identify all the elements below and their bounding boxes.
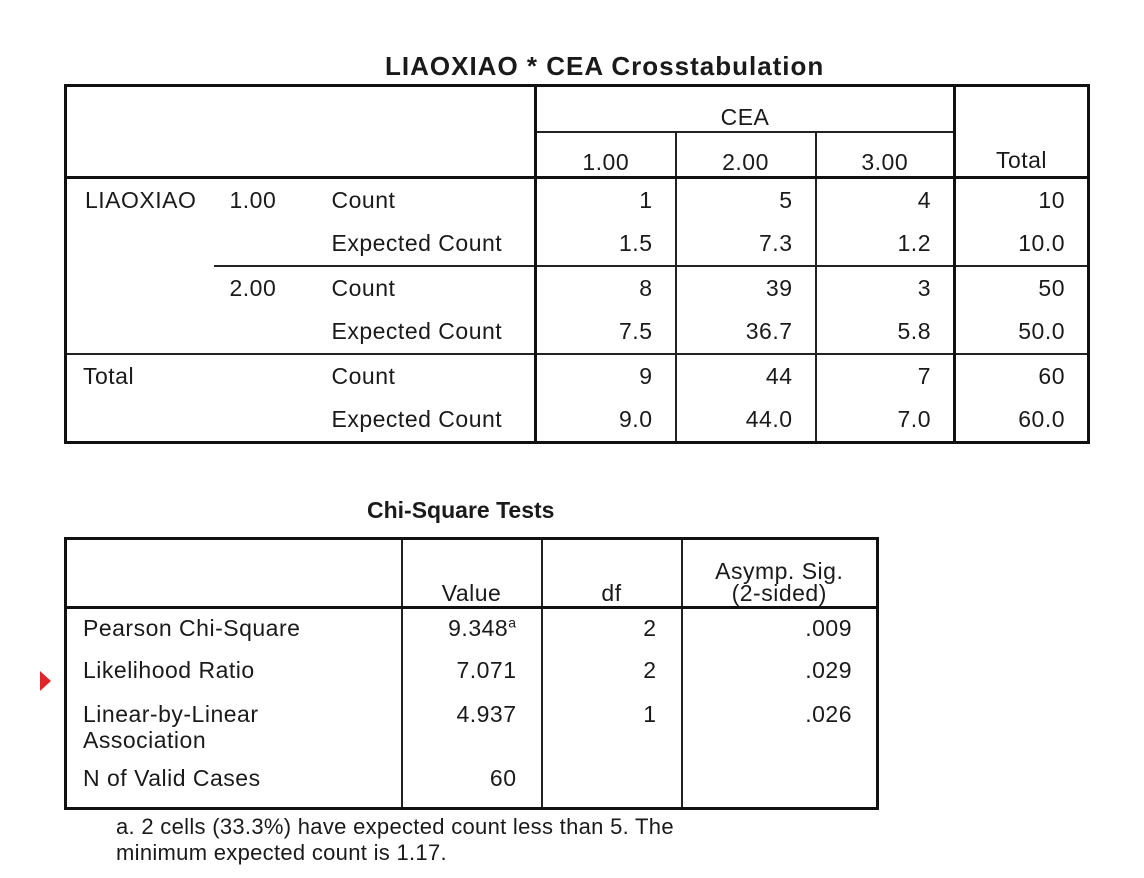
value-cell: 60 <box>402 759 542 809</box>
cell-value: 3 <box>816 266 955 310</box>
row-total: 50 <box>955 266 1089 310</box>
cell-value: 1 <box>536 178 676 223</box>
row-total: 10 <box>955 178 1089 223</box>
row-total: 60.0 <box>955 398 1089 443</box>
table-row <box>66 608 878 658</box>
stat-label: Expected Count <box>331 230 503 256</box>
table-row <box>66 266 1089 310</box>
row-total: 50.0 <box>955 310 1089 354</box>
sig-cell: .026 <box>682 701 878 759</box>
value-cell: 4.937 <box>402 701 542 759</box>
cell-value: 5.8 <box>816 310 955 354</box>
chi-square-corner <box>66 539 402 608</box>
cell-value: 39 <box>676 266 816 310</box>
cell-value: 9.0 <box>536 398 676 443</box>
chi-square-table <box>64 537 879 810</box>
cell-value: 7.0 <box>816 398 955 443</box>
total-column-header: Total <box>955 86 1089 178</box>
sig-cell: .029 <box>682 657 878 701</box>
stat-label: Expected Count <box>331 406 503 432</box>
stat-label: Count <box>316 178 536 223</box>
row-label: Linear-by-Linear Association <box>83 701 259 753</box>
footnote-marker: a <box>508 614 517 631</box>
sig-header-line1: Asymp. Sig. <box>715 558 844 584</box>
sig-cell: .009 <box>682 608 878 658</box>
crosstab-corner <box>66 86 536 178</box>
crosstab-table <box>64 84 1090 444</box>
column-header-3: 3.00 <box>816 132 955 178</box>
cell-value: 5 <box>676 178 816 223</box>
footnote-line1: a. 2 cells (33.3%) have expected count less than 5. The <box>116 814 674 839</box>
table-row <box>66 398 1089 443</box>
cell-value: 1.5 <box>536 222 676 266</box>
cell-value: 7.3 <box>676 222 816 266</box>
value-header: Value <box>402 539 542 608</box>
row-variable-label: LIAOXIAO <box>66 178 214 223</box>
df-header: df <box>542 539 682 608</box>
row-label: Pearson Chi-Square <box>66 608 402 658</box>
group-label: 1.00 <box>214 178 316 223</box>
sig-header-line2: (2-sided) <box>731 580 827 606</box>
table-row <box>66 701 878 759</box>
row-total: 10.0 <box>955 222 1089 266</box>
stat-label: Expected Count <box>331 318 503 344</box>
cell-value: 1.2 <box>816 222 955 266</box>
table-row <box>66 657 878 701</box>
df-cell: 2 <box>542 608 682 658</box>
row-total: 60 <box>955 354 1089 398</box>
row-label: Likelihood Ratio <box>83 657 255 683</box>
crosstab-title: LIAOXIAO * CEA Crosstabulation <box>385 51 825 81</box>
column-group-header: CEA <box>536 86 955 133</box>
df-cell: 2 <box>542 657 682 701</box>
footnote-line2: minimum expected count is 1.17. <box>116 840 447 865</box>
cell-value: 44 <box>676 354 816 398</box>
row-label: N of Valid Cases <box>83 765 261 791</box>
table-row <box>66 222 1089 266</box>
sig-header <box>682 539 878 608</box>
chi-square-title: Chi-Square Tests <box>367 497 555 523</box>
table-row <box>66 759 878 809</box>
column-header-2: 2.00 <box>676 132 816 178</box>
cell-value: 4 <box>816 178 955 223</box>
column-header-1: 1.00 <box>536 132 676 178</box>
row-marker-icon <box>40 671 51 691</box>
group-label: 2.00 <box>214 266 316 310</box>
cell-value: 36.7 <box>676 310 816 354</box>
stat-label: Count <box>316 266 536 310</box>
value-cell: 7.071 <box>402 657 542 701</box>
footnote <box>116 814 816 866</box>
df-cell: 1 <box>542 701 682 759</box>
cell-value: 44.0 <box>676 398 816 443</box>
stat-label: Count <box>316 354 536 398</box>
total-row-label: Total <box>66 354 214 398</box>
cell-value: 7 <box>816 354 955 398</box>
table-row <box>66 178 1089 223</box>
table-row <box>66 310 1089 354</box>
value-cell: 9.348$^a$ <box>402 608 542 658</box>
table-row <box>66 354 1089 398</box>
cell-value: 8 <box>536 266 676 310</box>
cell-value: 7.5 <box>536 310 676 354</box>
cell-value: 9 <box>536 354 676 398</box>
